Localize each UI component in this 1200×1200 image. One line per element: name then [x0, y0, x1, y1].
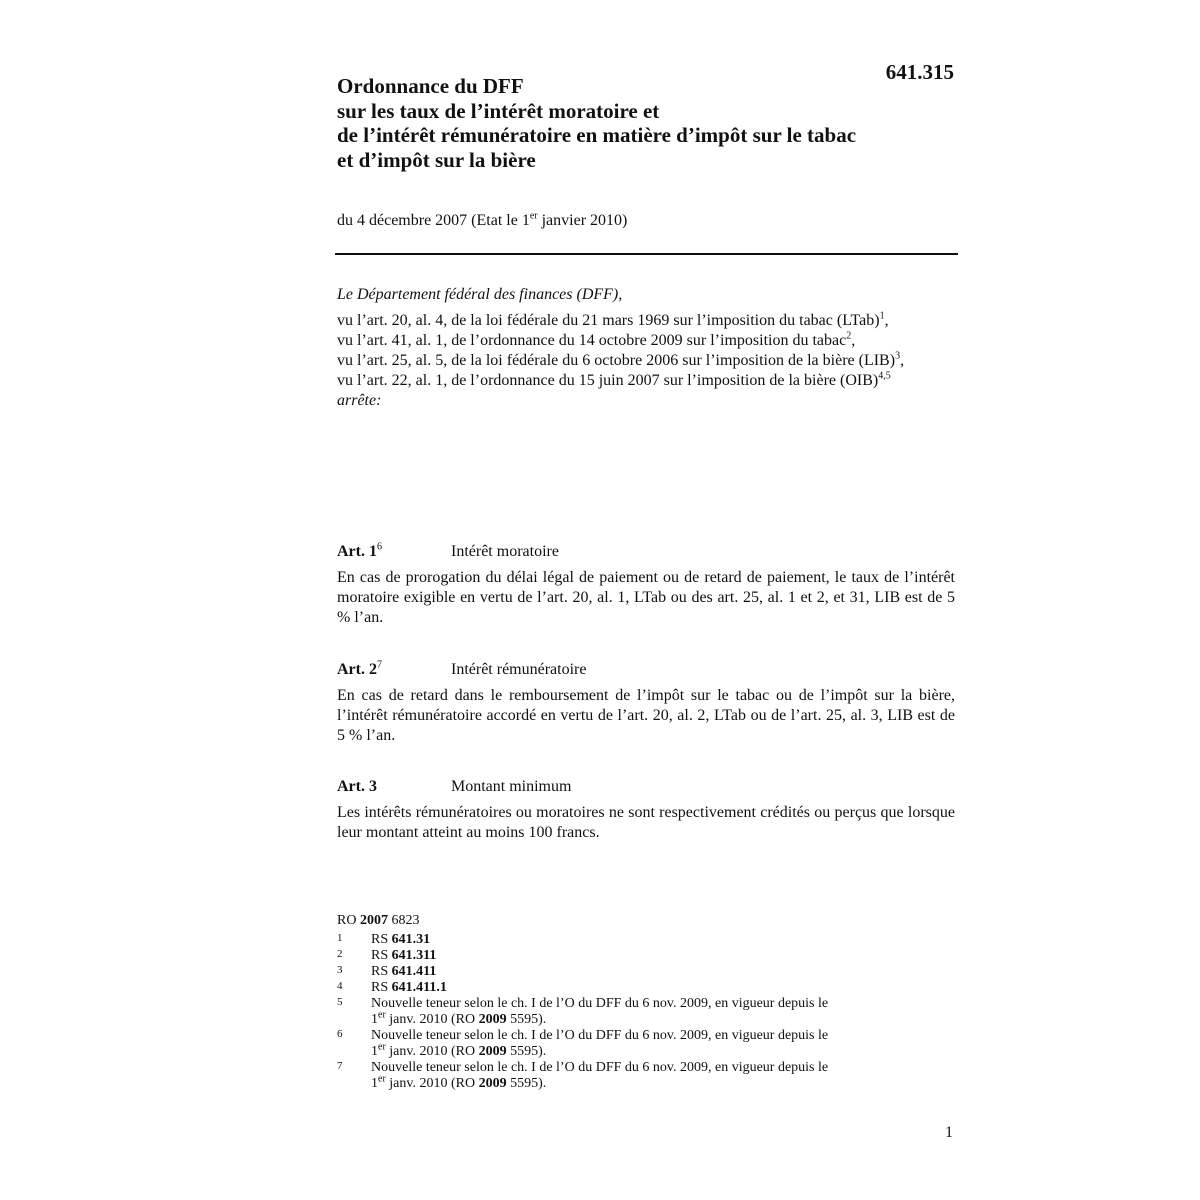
- footnote-page: 5595).: [506, 1044, 547, 1059]
- title-line: Ordonnance du DFF: [337, 74, 524, 98]
- article-heading: [337, 777, 955, 797]
- article-2: [337, 660, 955, 746]
- footnote-reference: 641.411.1: [391, 980, 447, 995]
- footnote-prefix: RS: [371, 964, 389, 979]
- preamble-line-text: vu l’art. 25, al. 5, de la loi fédérale du 6 octobre 2006 sur l’imposition de la bière (LIB): [337, 352, 896, 369]
- footnote-number: 1: [337, 932, 343, 944]
- footnote-reference: 641.311: [391, 948, 437, 963]
- footnote-number: 5: [337, 996, 343, 1008]
- footnote-source: [337, 913, 937, 929]
- footnote-item: [337, 948, 937, 964]
- preamble-line-text: vu l’art. 22, al. 1, de l’ordonnance du 15 juin 2007 sur l’imposition de la bière (OIB): [337, 372, 879, 389]
- footnote-number: 2: [337, 948, 343, 960]
- preamble-line-tail: ,: [900, 352, 905, 369]
- article-body: En cas de retard dans le remboursement de l’impôt sur le tabac ou de l’impôt sur la bière, l’intérêt rémunératoire accordé en vertu de l’art. 20, al. 2, LTab ou de l’art. 25, al. 3, LIB est de 5 % l’an.: [337, 687, 955, 744]
- footnote-text-cont: [371, 1009, 937, 1028]
- footnote-rest: janv. 2010 (RO: [385, 1044, 479, 1059]
- footnote-ref[interactable]: 1: [879, 310, 885, 322]
- ro-page: 6823: [391, 913, 420, 928]
- preamble-authority: Le Département fédéral des finances (DFF),: [337, 286, 623, 303]
- preamble-decree: arrête:: [337, 392, 382, 409]
- article-number: Art. 2: [337, 661, 377, 678]
- footnote-item: [337, 964, 937, 980]
- footnote-item: [337, 1028, 937, 1060]
- title-line: de l’intérêt rémunératoire en matière d’impôt sur le tabac: [337, 123, 857, 147]
- footnote-prefix: RS: [371, 932, 389, 947]
- date-superscript: er: [529, 210, 538, 222]
- footnote-prefix: RS: [371, 980, 389, 995]
- ro-prefix: RO: [337, 913, 357, 928]
- footnote-text-cont: [371, 1041, 937, 1060]
- preamble-line: [337, 371, 957, 391]
- title-line: sur les taux de l’intérêt moratoire et: [337, 98, 660, 123]
- footnote-day: 1: [371, 1012, 378, 1027]
- footnote-number: 7: [337, 1060, 343, 1072]
- footnote-item: [337, 980, 937, 996]
- ro-year: 2007: [359, 913, 388, 928]
- footnote-item: [337, 996, 937, 1028]
- footnote-day-sup: er: [378, 1009, 386, 1021]
- footnote-reference: 641.31: [391, 932, 431, 947]
- preamble-line-tail: ,: [884, 312, 889, 329]
- preamble-line-text: vu l’art. 41, al. 1, de l’ordonnance du 14 octobre 2009 sur l’imposition du tabac: [337, 332, 847, 349]
- footnote-prefix: RS: [371, 948, 389, 963]
- footnote-day-sup: er: [378, 1073, 386, 1085]
- preamble-line: [337, 331, 957, 351]
- preamble-line: [337, 351, 957, 371]
- article-body: En cas de prorogation du délai légal de paiement ou de retard de paiement, le taux de l’intérêt moratoire exigible en vertu de l’art. 20, al. 1, LTab ou des art. 25, al. 1 et 2, et 31, LIB est de 5 % l’an.: [337, 569, 955, 626]
- footnote-item: [337, 932, 937, 948]
- footnote-page: 5595).: [506, 1076, 547, 1091]
- document-code: 641.315: [885, 60, 954, 84]
- page-number: 1: [945, 1124, 953, 1141]
- title-line: et d’impôt sur la bière: [337, 147, 536, 172]
- footnote-day: 1: [371, 1044, 378, 1059]
- article-number: Art. 3: [337, 778, 377, 795]
- preamble-line: [337, 311, 957, 331]
- article-heading: [337, 542, 955, 562]
- article-title: Intérêt rémunératoire: [451, 661, 587, 678]
- document-date: [337, 212, 627, 230]
- preamble-line-tail: ,: [851, 332, 856, 349]
- preamble: [337, 285, 957, 411]
- article-number: Art. 1: [337, 543, 377, 560]
- footnotes: [337, 913, 937, 1092]
- article-body: Les intérêts rémunératoires ou moratoires ne sont respectivement crédités ou perçus que lorsque leur montant atteint au moins 100 francs.: [337, 804, 955, 841]
- article-3: [337, 777, 955, 843]
- footnote-day: 1: [371, 1076, 378, 1091]
- article-1: [337, 542, 955, 628]
- date-text-end: janvier 2010): [537, 212, 628, 229]
- footnote-page: 5595).: [506, 1012, 547, 1027]
- footnote-number: 4: [337, 980, 343, 992]
- header-divider: [335, 253, 958, 255]
- footnote-number: 6: [337, 1028, 343, 1040]
- article-heading: [337, 660, 955, 680]
- footnote-ref[interactable]: 7: [376, 659, 382, 671]
- footnote-rest: janv. 2010 (RO: [385, 1012, 479, 1027]
- footnote-ref[interactable]: 3: [895, 350, 901, 362]
- footnote-ref[interactable]: 6: [376, 541, 382, 553]
- preamble-line-text: vu l’art. 20, al. 4, de la loi fédérale du 21 mars 1969 sur l’imposition du tabac (LTab): [337, 312, 880, 329]
- footnote-number: 3: [337, 964, 343, 976]
- footnote-reference: 641.411: [391, 964, 437, 979]
- document-title: [337, 74, 977, 172]
- date-text: du 4 décembre 2007 (Etat le 1: [337, 212, 530, 229]
- article-title: Montant minimum: [451, 778, 572, 795]
- footnote-text: Nouvelle teneur selon le ch. I de l’O du DFF du 6 nov. 2009, en vigueur depuis le: [371, 996, 829, 1011]
- footnote-year: 2009: [478, 1044, 507, 1059]
- footnote-day-sup: er: [378, 1041, 386, 1053]
- footnote-item: [337, 1060, 937, 1092]
- footnote-text-cont: [371, 1073, 937, 1092]
- footnote-year: 2009: [478, 1012, 507, 1027]
- footnote-rest: janv. 2010 (RO: [385, 1076, 479, 1091]
- footnote-ref[interactable]: 2: [846, 330, 852, 342]
- footnote-ref[interactable]: 4,5: [878, 370, 891, 382]
- footnote-year: 2009: [478, 1076, 507, 1091]
- footnote-text: Nouvelle teneur selon le ch. I de l’O du DFF du 6 nov. 2009, en vigueur depuis le: [371, 1060, 829, 1075]
- footnote-text: Nouvelle teneur selon le ch. I de l’O du DFF du 6 nov. 2009, en vigueur depuis le: [371, 1028, 829, 1043]
- article-title: Intérêt moratoire: [451, 543, 559, 560]
